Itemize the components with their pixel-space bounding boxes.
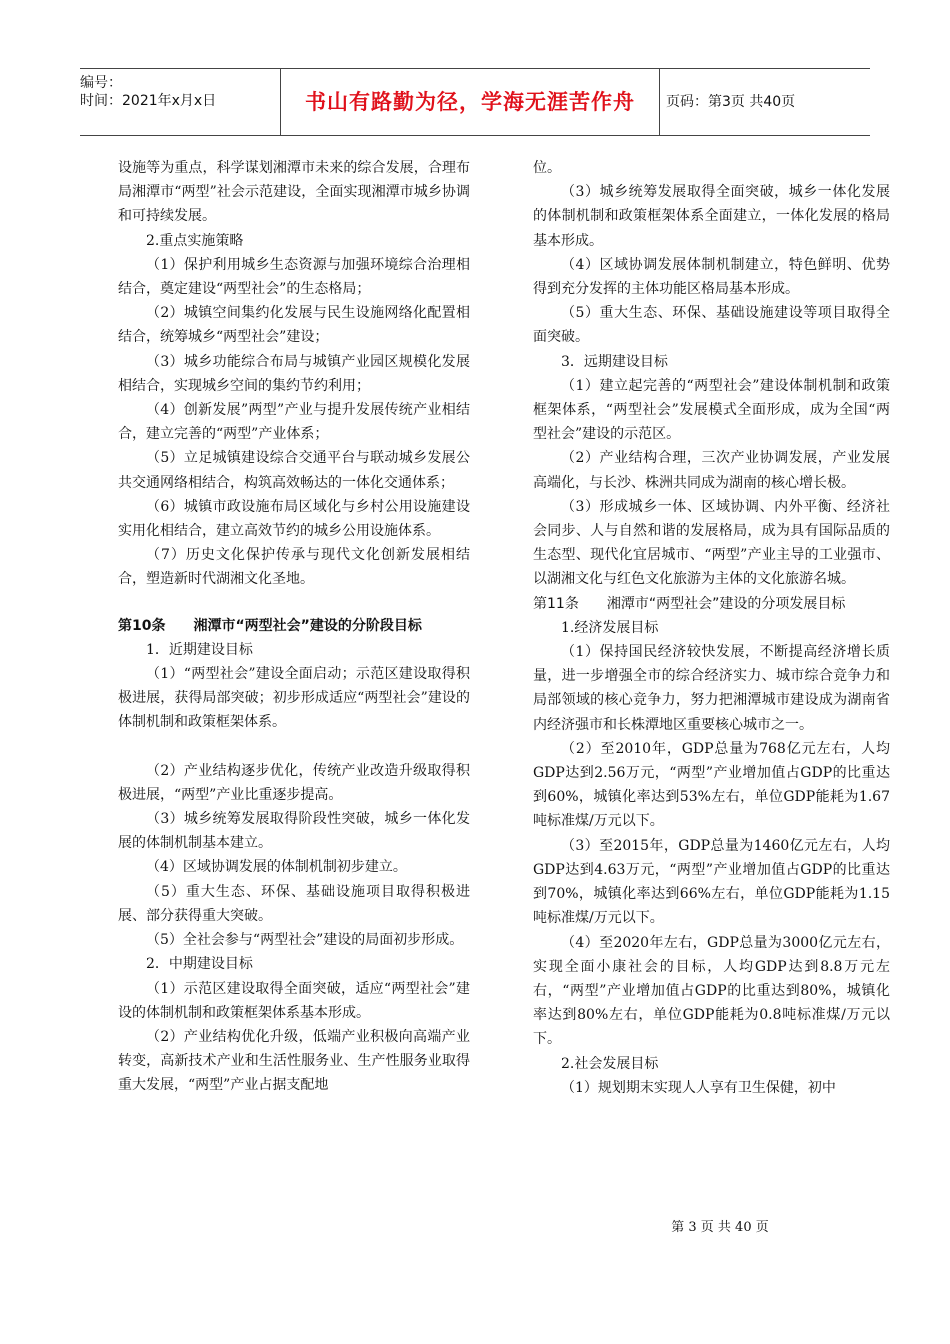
paragraph: （2）至2010年，GDP总量为768亿元左右，人均GDP达到2.56万元，“两型”产业增加值占GDP的比重达到60%，城镇化率达到53%左右，单位GDP能耗为1.67吨标准煤/万元以下。 — [533, 740, 890, 830]
paragraph: （2）产业结构合理，三次产业协调发展，产业发展高端化，与长沙、株洲共同成为湖南的核心增长极。 — [533, 450, 890, 491]
paragraph: （3）城乡功能综合布局与城镇产业园区规模化发展相结合，实现城乡空间的集约节约利用； — [118, 353, 470, 394]
paragraph: （5）全社会参与“两型社会”建设的局面初步形成。 — [146, 932, 464, 949]
paragraph: （5）重大生态、环保、基础设施建设等项目取得全面突破。 — [533, 305, 890, 346]
paragraph: （1）保护利用城乡生态资源与加强环境综合治理相结合，奠定建设“两型社会”的生态格局； — [118, 256, 470, 298]
left-column — [118, 156, 470, 1098]
right-column — [533, 156, 890, 1100]
paragraph: （5）重大生态、环保、基础设施项目取得积极进展、部分获得重大突破。 — [118, 883, 470, 924]
paragraph: （4）区域协调发展体制机制建立，特色鲜明、优势得到充分发挥的主体功能区格局基本形成。 — [533, 256, 890, 298]
paragraph: 2．中期建设目标 — [146, 956, 253, 973]
paragraph: 1．近期建设目标 — [146, 641, 253, 658]
header-meta — [80, 69, 278, 140]
date-label: 时间：2021年x月x日 — [80, 93, 217, 109]
paragraph: 第10条 湘潭市“两型社会”建设的分阶段目标 — [118, 617, 422, 634]
paragraph: 设施等为重点，科学谋划湘潭市未来的综合发展，合理布局湘潭市“两型”社会示范建设，全面实现湘潭市城乡协调和可持续发展。 — [118, 160, 470, 225]
paragraph: 3．远期建设目标 — [561, 353, 668, 370]
paragraph: 2.社会发展目标 — [561, 1055, 659, 1072]
paragraph: （1）“两型社会”建设全面启动；示范区建设取得积极进展，获得局部突破；初步形成适应“两型社会”建设的体制机制和政策框架体系。 — [118, 666, 470, 731]
paragraph: （2）城镇空间集约化发展与民生设施网络化配置相结合，统筹城乡“两型社会”建设； — [118, 305, 470, 346]
paragraph: （2）产业结构优化升级，低端产业积极向高端产业转变，高新技术产业和生活性服务业、生产性服务业取得重大发展，“两型”产业占据支配地 — [118, 1028, 470, 1094]
number-label: 编号： — [80, 75, 122, 91]
paragraph: （2）产业结构逐步优化，传统产业改造升级取得积极进展，“两型”产业比重逐步提高。 — [118, 762, 470, 803]
paragraph: （4）区域协调发展的体制机制初步建立。 — [146, 859, 407, 876]
paragraph: （1）示范区建设取得全面突破，适应“两型社会”建设的体制机制和政策框架体系基本形成。 — [118, 980, 470, 1021]
paragraph: （6）城镇市政设施布局区域化与乡村公用设施建设实用化相结合，建立高效节约的城乡公用设施体系。 — [118, 498, 470, 540]
paragraph: （4）创新发展”两型”产业与提升发展传统产业相结合，建立完善的“两型”产业体系； — [118, 402, 470, 443]
paragraph: （1）规划期末实现人人享有卫生保健，初中 — [561, 1079, 836, 1096]
paragraph: （3）城乡统筹发展取得阶段性突破，城乡一体化发展的体制机制基本建立。 — [118, 811, 470, 852]
paragraph: （5）立足城镇建设综合交通平台与联动城乡发展公共交通网络相结合，构筑高效畅达的一体化交通体系； — [118, 450, 470, 491]
paragraph: （3）城乡统筹发展取得全面突破，城乡一体化发展的体制机制和政策框架体系全面建立，一体化发展的格局基本形成。 — [533, 184, 890, 249]
header-motto: 书山有路勤为径，学海无涯苦作舟 — [280, 69, 660, 135]
paragraph: 1.经济发展目标 — [561, 619, 659, 636]
paragraph: （7）历史文化保护传承与现代文化创新发展相结合，塑造新时代湖湘文化圣地。 — [118, 547, 470, 588]
paragraph: （1）建立起完善的“两型社会”建设体制机制和政策框架体系，“两型社会”发展模式全面形成，成为全国“两型社会”建设的示范区。 — [533, 377, 890, 443]
page-footer: 第 3 页 共 40 页 — [671, 1220, 769, 1235]
paragraph: 位。 — [533, 160, 561, 176]
paragraph: （1）保持国民经济较快发展，不断提高经济增长质量，进一步增强全市的综合经济实力、城市综合竞争力和局部领域的核心竞争力，努力把湘潭城市建设成为湖南省内经济强市和长株潭地区重要核心城市之一。 — [533, 644, 890, 733]
paragraph: 第11条 湘潭市“两型社会”建设的分项发展目标 — [533, 595, 846, 612]
paragraph: （3）形成城乡一体、区域协调、内外平衡、经济社会同步、人与自然和谐的发展格局，成为具有国际品质的生态型、现代化宜居城市、“两型”产业主导的工业强市、以湖湘文化与红色文化旅游为主体的文化旅游名城。 — [533, 498, 890, 588]
paragraph: （3）至2015年，GDP总量为1460亿元左右，人均GDP达到4.63万元，“两型”产业增加值占GDP的比重达到70%，城镇化率达到66%左右，单位GDP能耗为1.15吨标准煤/万元以下。 — [533, 837, 890, 927]
paragraph: （4）至2020年左右，GDP总量为3000亿元左右，实现全面小康社会的目标，人均GDP达到8.8万元左右，“两型”产业增加值占GDP的比重达到80%，城镇化率达到80%左右，单位GDP能耗为0.8吨标准煤/万元以下。 — [533, 934, 890, 1048]
header-page-info: 页码：第3页 共40页 — [666, 94, 796, 110]
page-header — [80, 68, 870, 136]
paragraph: 2.重点实施策略 — [146, 232, 244, 249]
